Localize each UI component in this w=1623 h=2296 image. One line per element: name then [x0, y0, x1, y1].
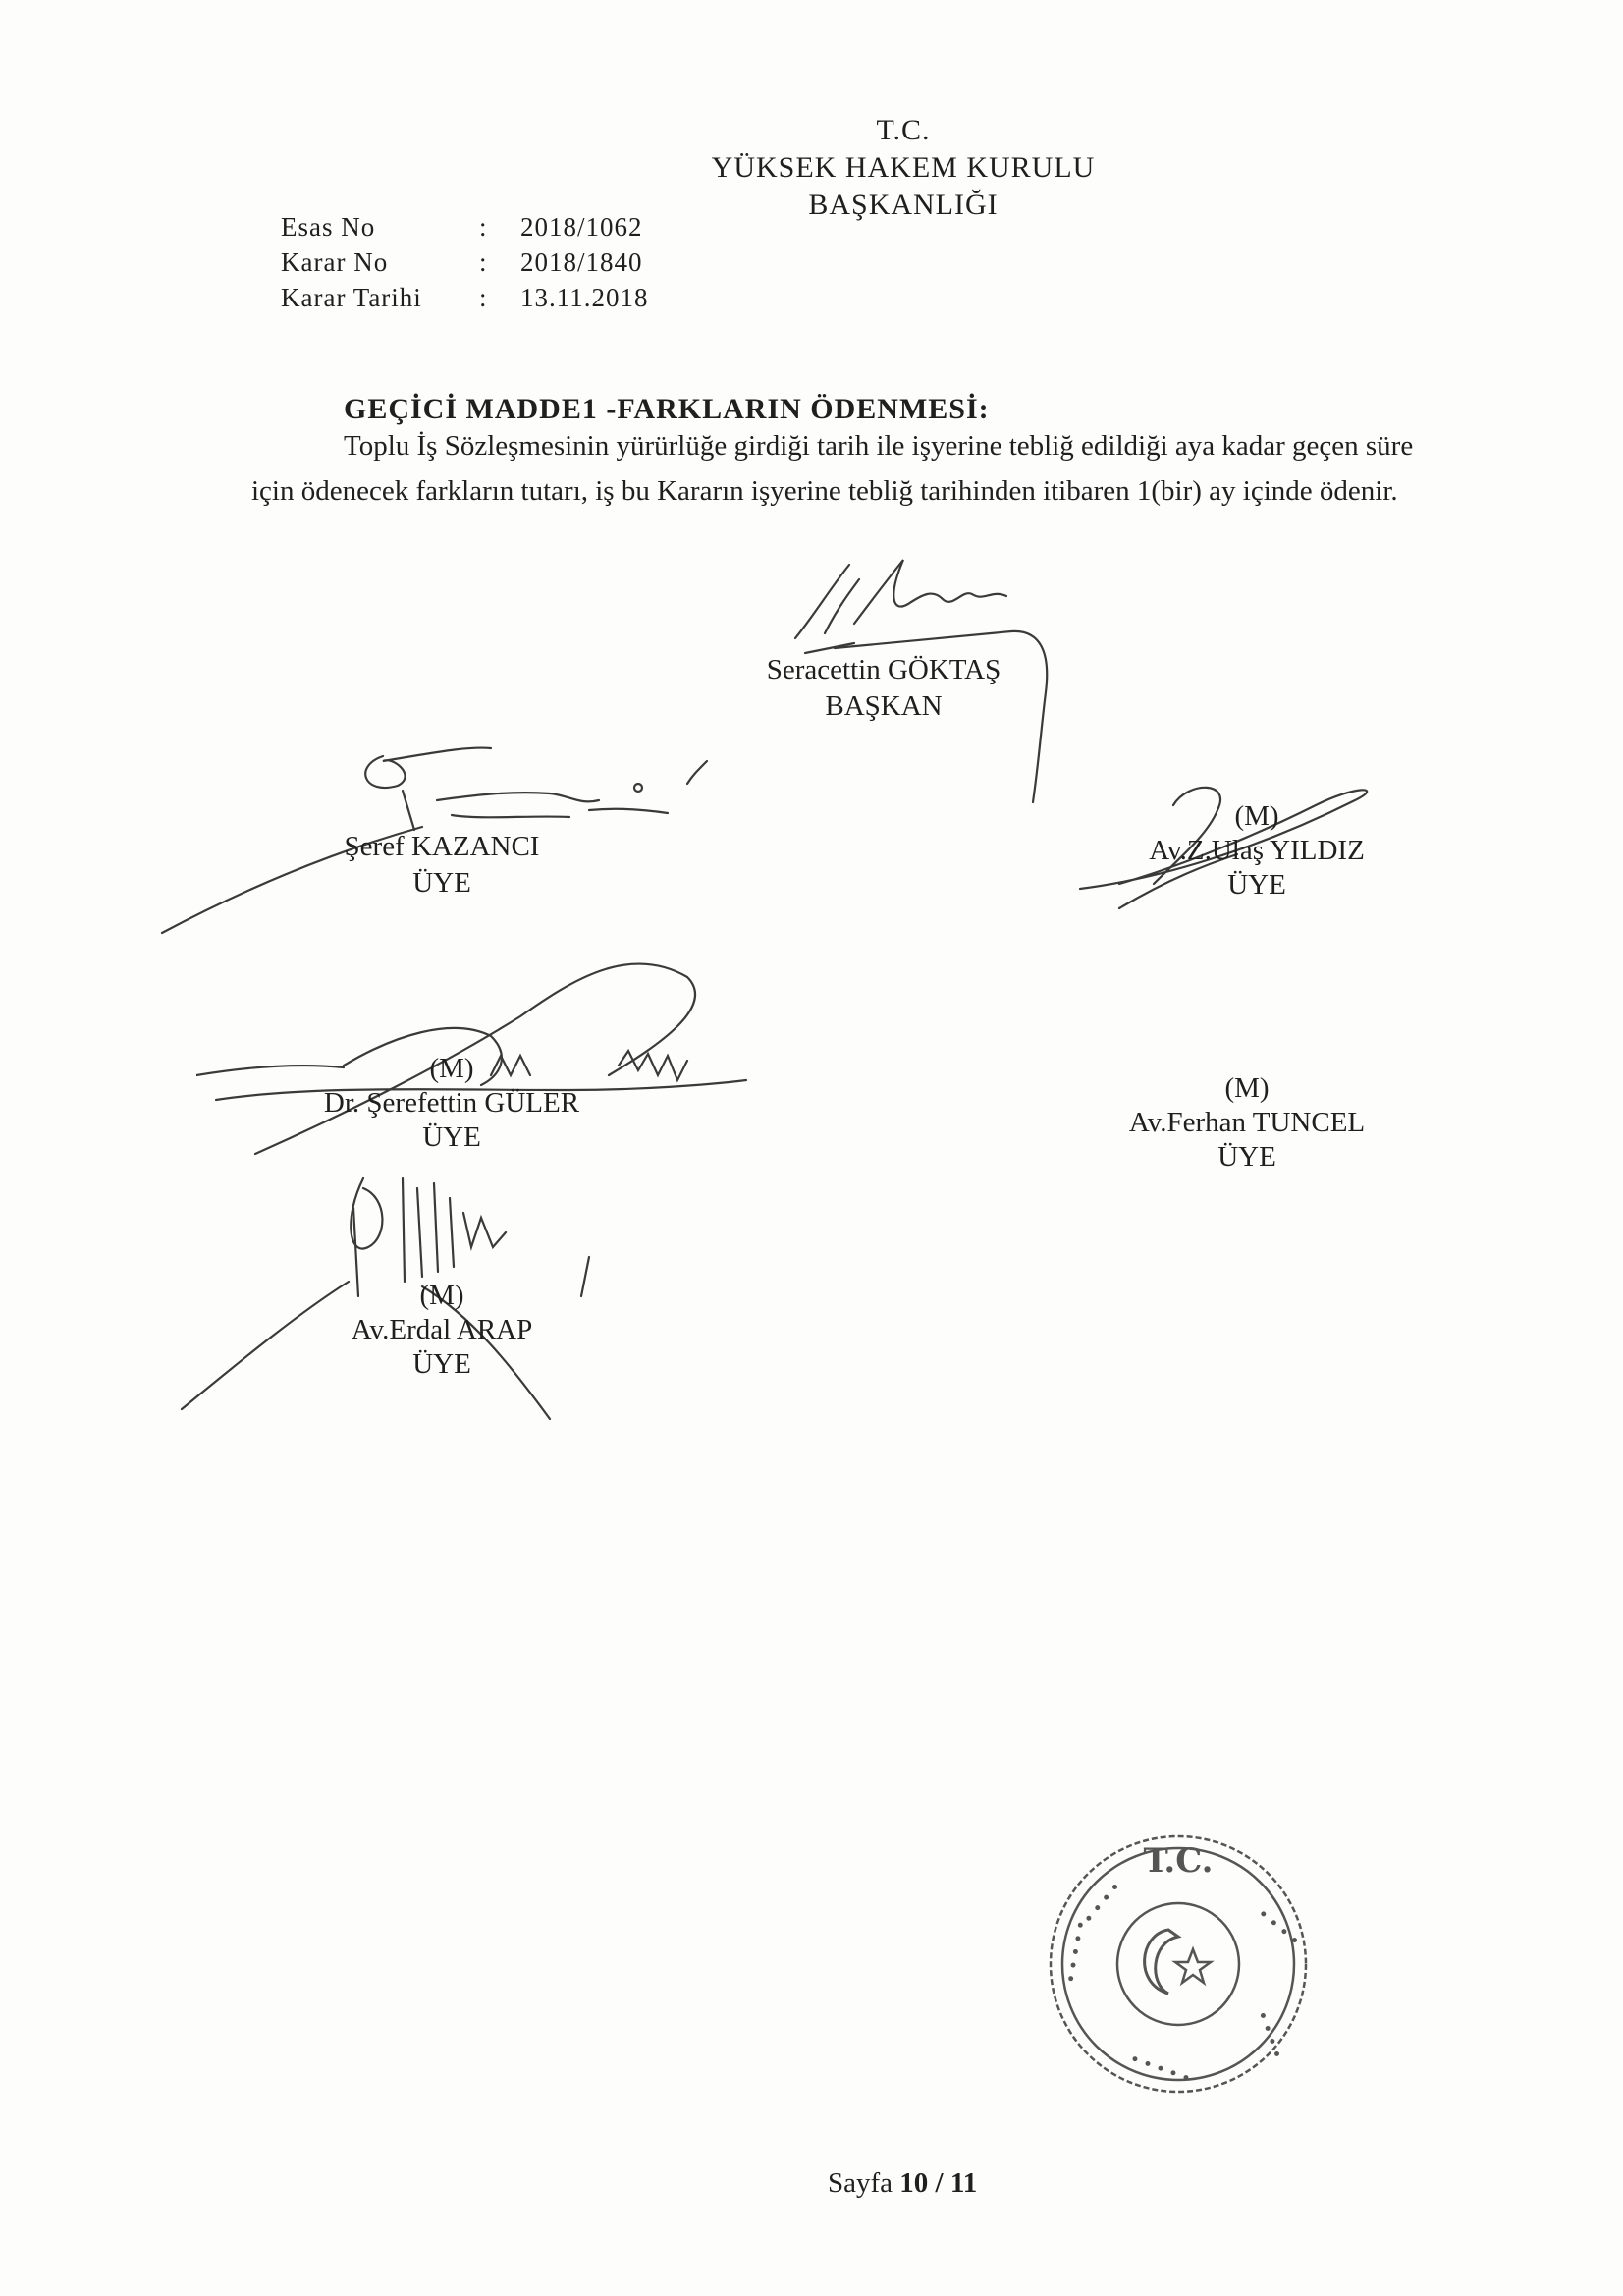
header-line-institution: YÜKSEK HAKEM KURULU: [711, 151, 1096, 184]
president-name: Seracettin GÖKTAŞ: [766, 654, 1001, 685]
member3-role: ÜYE: [422, 1121, 481, 1153]
section-body-line-1: Toplu İş Sözleşmesinin yürürlüğe girdiği tarih ile işyerine tebliğ edildiği aya kadar geçen süre: [344, 430, 1414, 462]
page-number: [828, 2167, 977, 2200]
section-title: GEÇİCİ MADDE1 -FARKLARIN ÖDENMESİ:: [344, 393, 990, 425]
member2-role: ÜYE: [1227, 869, 1286, 901]
section-body-line-2: için ödenecek farkların tutarı, iş bu Kararın işyerine tebliğ tarihinden itibaren 1(bir) ay içinde ödenir.: [251, 475, 1398, 507]
svg-text:• • • • •: • • • • •: [1127, 2050, 1193, 2088]
signatory-member4: [1100, 1072, 1394, 1174]
meta-row-esas: [281, 212, 693, 246]
member4-prefix: (M): [1224, 1072, 1270, 1104]
meta-label: Esas No: [281, 212, 376, 242]
svg-text:• • • • •: • • • • •: [1063, 1919, 1091, 1985]
meta-value: 2018/1840: [520, 247, 643, 277]
member4-name: Av.Ferhan TUNCEL: [1128, 1107, 1366, 1138]
member4-role: ÜYE: [1217, 1141, 1276, 1173]
meta-value: 2018/1062: [520, 212, 643, 242]
meta-row-karar: [281, 247, 693, 281]
member1-signature: [157, 717, 746, 943]
meta-label: Karar No: [281, 247, 389, 277]
meta-row-karar-tarihi: [281, 283, 693, 316]
member5-prefix: (M): [419, 1280, 464, 1311]
member1-role: ÜYE: [412, 867, 471, 899]
meta-value: 13.11.2018: [520, 283, 649, 312]
page-prefix: Sayfa: [828, 2167, 893, 2199]
seal-text: T.C.: [1143, 1841, 1214, 1881]
svg-text:• • • •: • • • •: [1080, 1879, 1125, 1928]
meta-separator: :: [479, 247, 487, 277]
header-line-tc: T.C.: [876, 114, 931, 146]
president-role: BAŞKAN: [825, 690, 943, 722]
signatory-member1: [295, 831, 589, 900]
member2-prefix: (M): [1234, 800, 1279, 832]
member5-role: ÜYE: [412, 1348, 471, 1380]
page-separator: /: [935, 2167, 944, 2199]
page-total: 11: [949, 2167, 978, 2199]
member1-name: Şeref KAZANCI: [344, 831, 540, 862]
member3-name: Dr. Şerefettin GÜLER: [323, 1087, 580, 1119]
meta-label: Karar Tarihi: [281, 283, 422, 312]
document-header: [648, 116, 1159, 220]
signatory-president: [727, 654, 1041, 723]
page-current: 10: [899, 2167, 929, 2199]
signatory-member5: [295, 1280, 589, 1381]
member2-name: Av.Z.Ulaş YILDIZ: [1149, 835, 1365, 866]
meta-separator: :: [479, 283, 487, 312]
header-line-office: BAŞKANLIĞI: [808, 189, 999, 221]
official-seal-stamp: [1031, 1817, 1325, 2111]
member5-name: Av.Erdal ARAP: [351, 1314, 533, 1345]
meta-separator: :: [479, 212, 487, 242]
svg-text:• • • •: • • • •: [1254, 1905, 1303, 1950]
signatory-member3: [295, 1053, 609, 1154]
signatory-member2: [1109, 800, 1404, 902]
svg-text:• • • •: • • • •: [1253, 2008, 1285, 2061]
member3-prefix: (M): [429, 1053, 474, 1084]
